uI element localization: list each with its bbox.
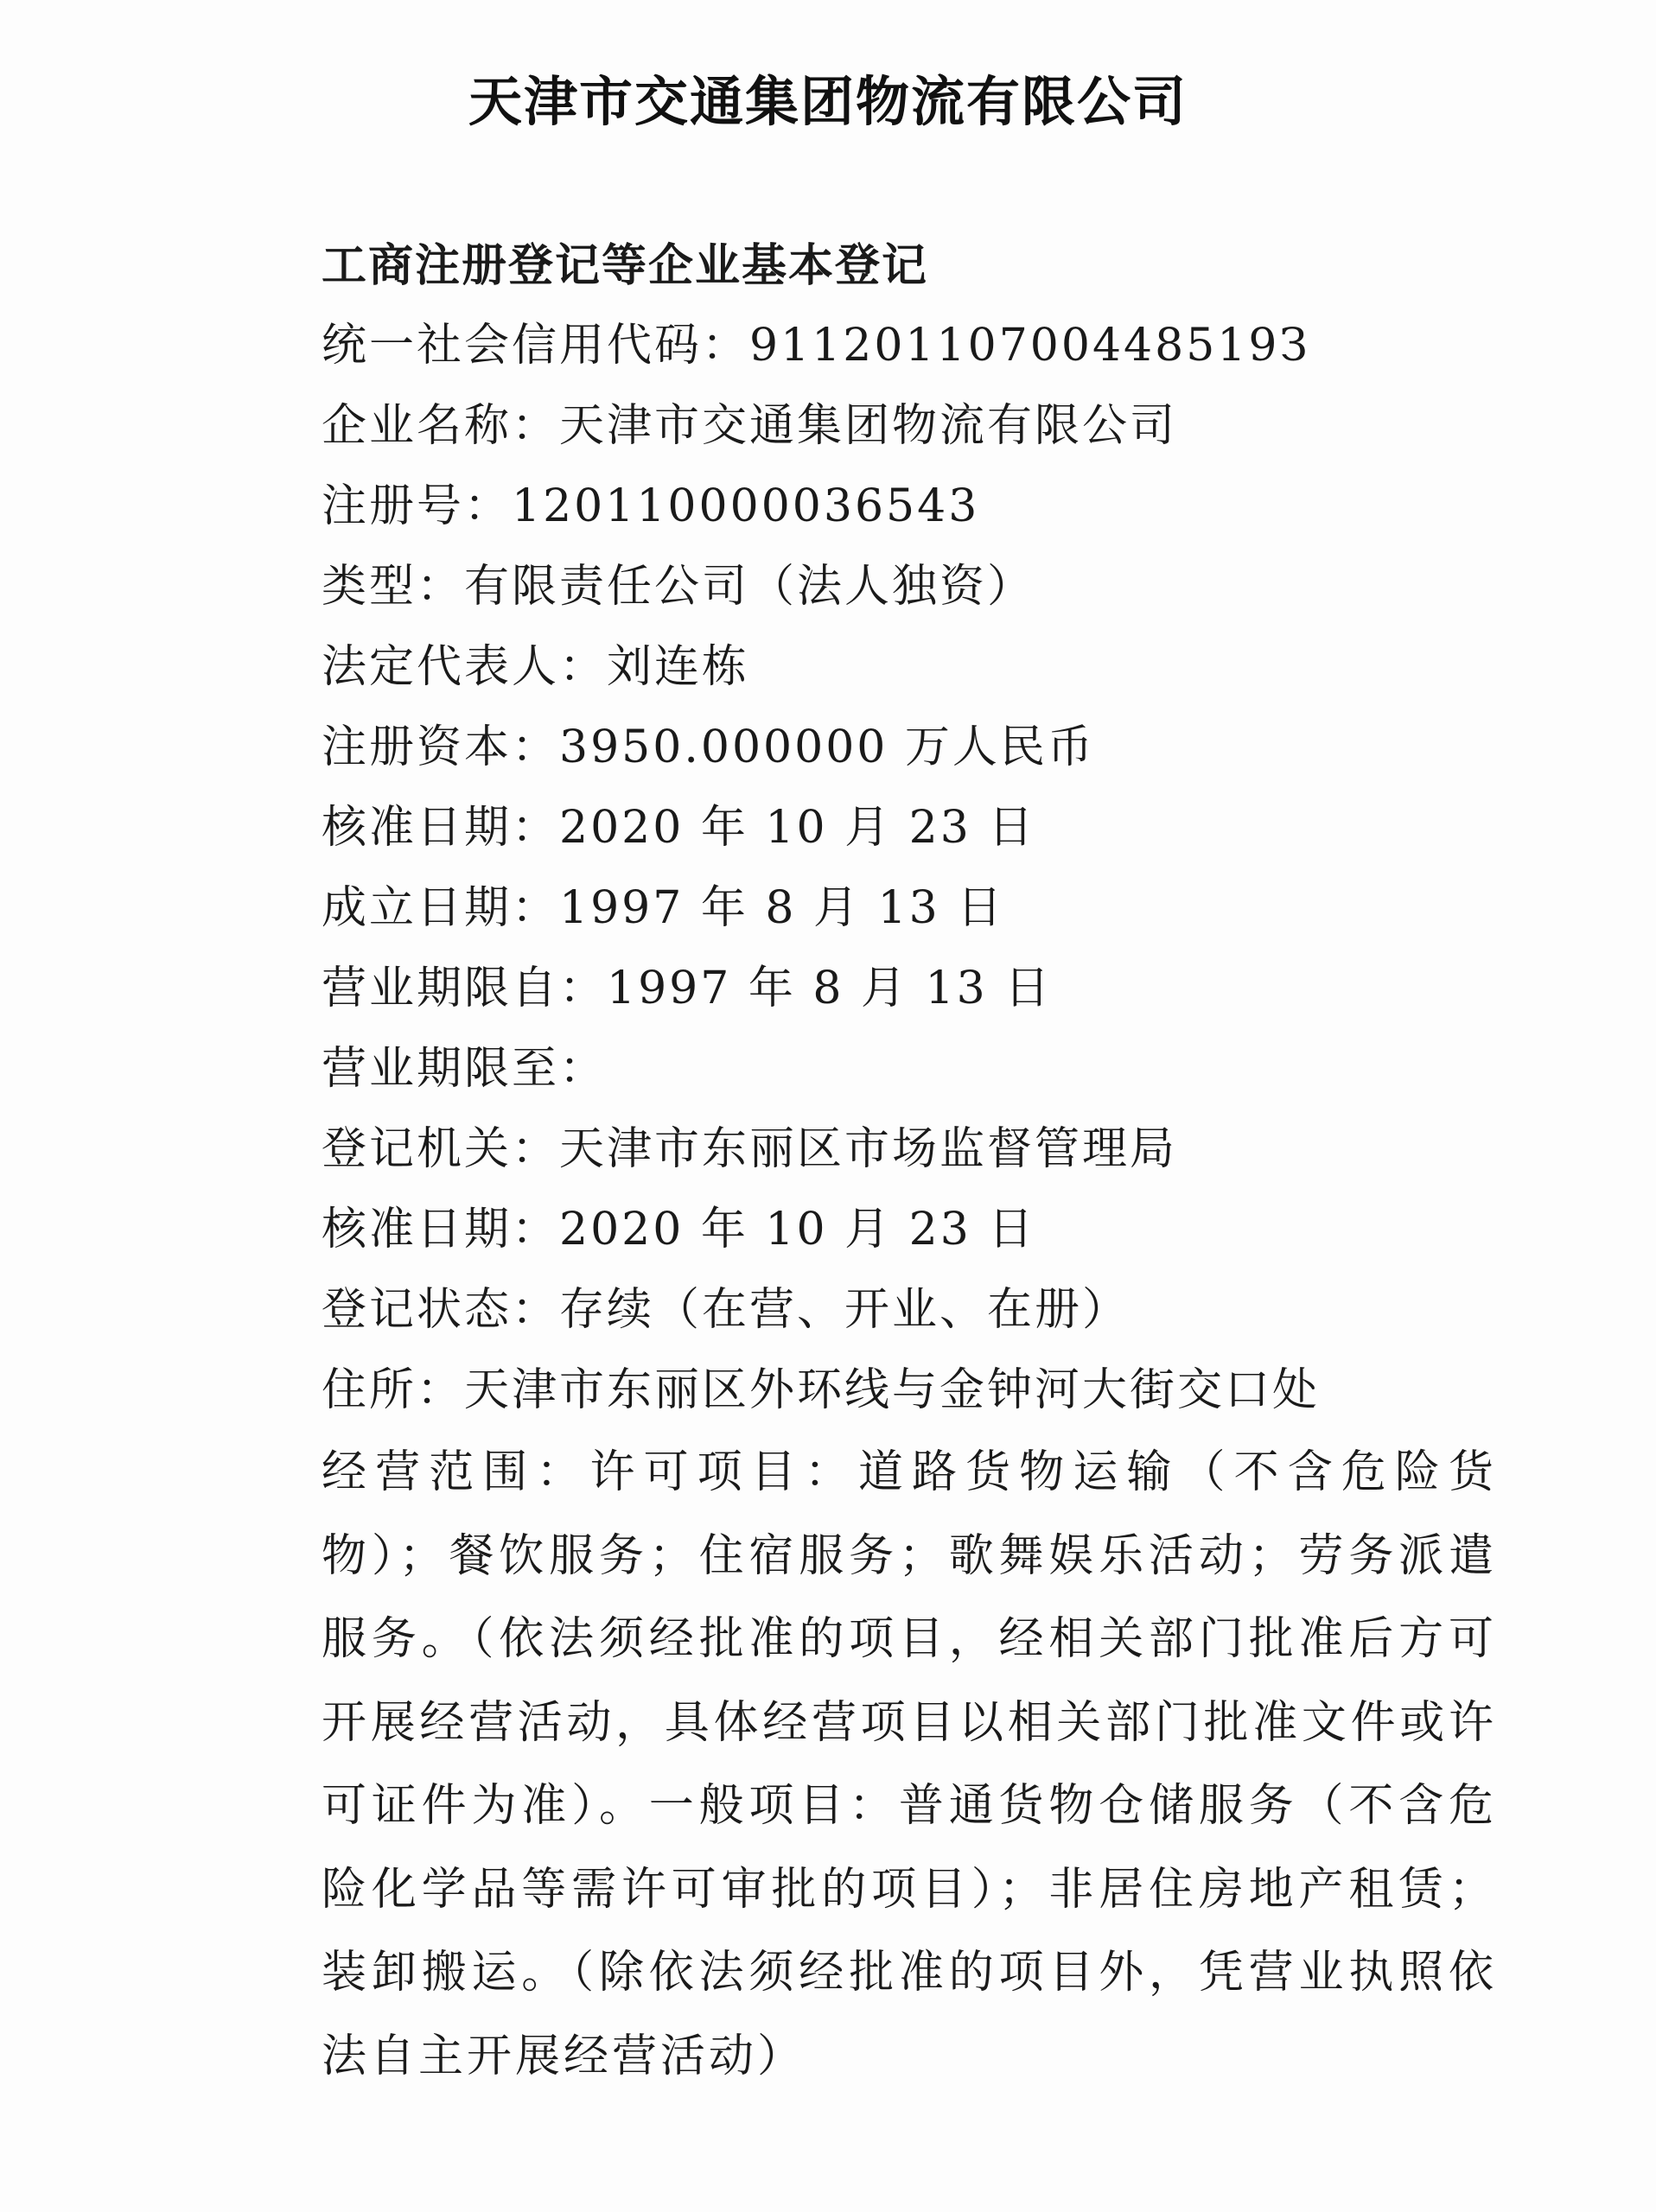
field-value: 许可项目：道路货物运输（不含危险货物）；餐饮服务；住宿服务；歌舞娱乐活动；劳务派遣服务。（依法须经批准的项目，经相关部门批准后方可开展经营活动，具体经营项目以相关部门批准文件或许可证件为准）。一般项目：普通货物仓储服务（不含危险化学品等需许可审批的项目）；非居住房地产租赁；装卸搬运。（除依法须经批准的项目外，凭营业执照依法自主开展经营活动）	[322, 1446, 1497, 2082]
field-value: 刘连栋	[607, 641, 750, 693]
field-legal-representative	[322, 627, 1497, 708]
field-value: 天津市东丽区外环线与金钟河大街交口处	[464, 1364, 1321, 1416]
field-label: 登记状态：	[322, 1284, 560, 1336]
field-company-type	[322, 547, 1497, 627]
field-value: 120110000036543	[512, 480, 980, 532]
field-label: 注册资本：	[322, 721, 560, 773]
field-label: 注册号：	[322, 480, 513, 532]
field-approval-date-2	[322, 1190, 1497, 1270]
field-value: 2020 年 10 月 23 日	[559, 802, 1036, 854]
field-value: 天津市东丽区市场监督管理局	[559, 1123, 1178, 1175]
field-business-term-from	[322, 949, 1497, 1029]
field-label: 住所：	[322, 1364, 465, 1416]
document-title: 天津市交通集团物流有限公司	[468, 70, 1188, 133]
field-business-term-to	[322, 1029, 1497, 1109]
section-heading: 工商注册登记等企业基本登记	[322, 240, 929, 292]
field-label: 营业期限至：	[322, 1043, 608, 1095]
field-business-scope	[322, 1431, 1497, 2098]
field-label: 核准日期：	[322, 802, 560, 854]
field-registration-status	[322, 1270, 1497, 1351]
field-value: 91120110700448519З	[749, 320, 1310, 372]
field-address	[322, 1351, 1497, 1431]
field-label: 统一社会信用代码：	[322, 320, 750, 372]
field-value: 3950.000000 万人民币	[559, 721, 1095, 773]
field-establishment-date	[322, 868, 1497, 949]
field-registration-number	[322, 467, 1497, 547]
field-label: 成立日期：	[322, 882, 560, 934]
field-approval-date	[322, 788, 1497, 868]
field-company-name	[322, 386, 1497, 467]
field-registration-authority	[322, 1109, 1497, 1190]
field-label: 核准日期：	[322, 1204, 560, 1255]
field-label: 经营范围：	[322, 1446, 590, 1498]
field-label: 法定代表人：	[322, 641, 608, 693]
field-value: 天津市交通集团物流有限公司	[559, 400, 1178, 452]
registration-section	[322, 226, 1497, 2098]
field-value: 有限责任公司（法人独资）	[464, 561, 1035, 613]
field-label: 企业名称：	[322, 400, 560, 452]
field-value: 2020 年 10 月 23 日	[559, 1204, 1036, 1255]
field-label: 类型：	[322, 561, 465, 613]
field-value: 1997 年 8 月 13 日	[607, 963, 1053, 1014]
field-value: 1997 年 8 月 13 日	[559, 882, 1005, 934]
field-label: 营业期限自：	[322, 963, 608, 1014]
field-credit-code	[322, 306, 1497, 386]
field-label: 登记机关：	[322, 1123, 560, 1175]
field-registered-capital	[322, 708, 1497, 788]
field-value: 存续（在营、开业、在册）	[559, 1284, 1131, 1336]
